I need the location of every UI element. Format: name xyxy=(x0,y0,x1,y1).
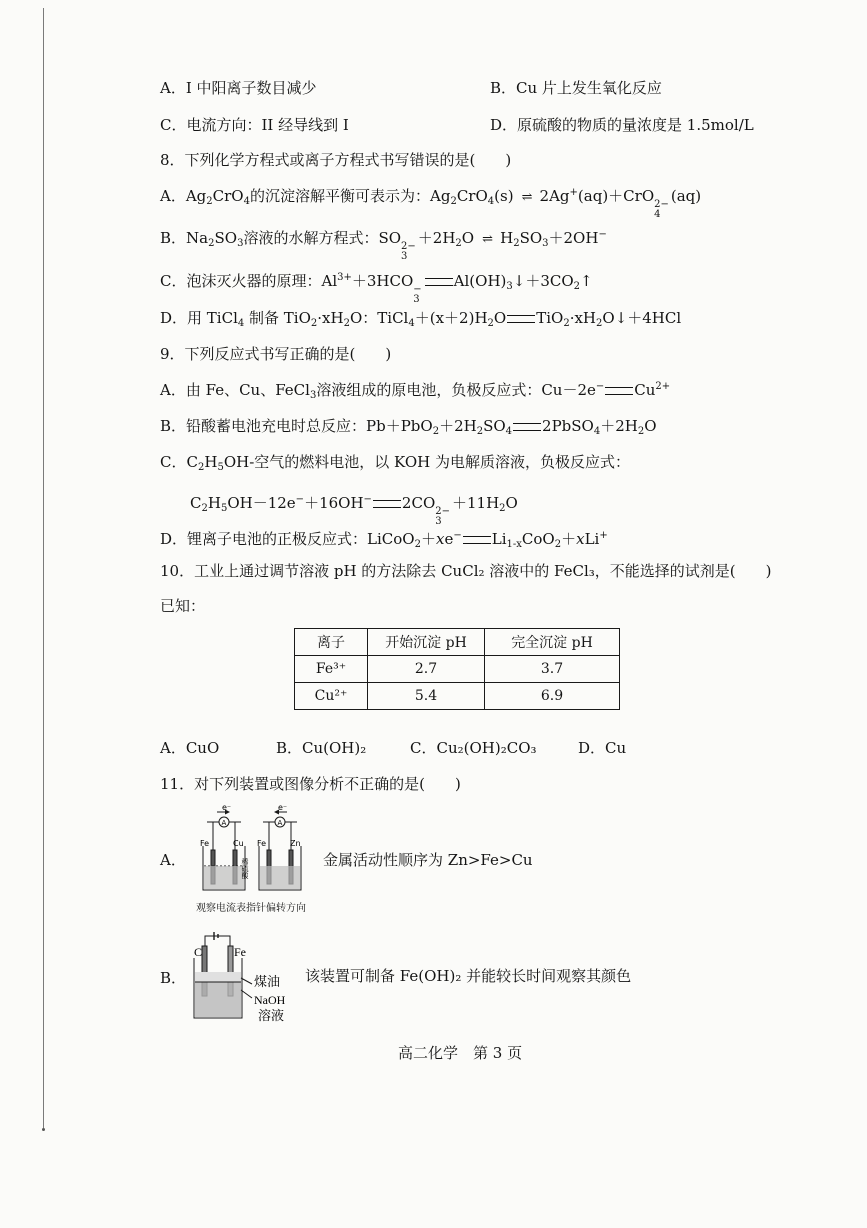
q8-option-d: D．用 TiCl$_4$ 制备 $TiO_2\cdot xH_2O$：$TiCl_4+(x+2)H_2O$ $TiO_2\cdot xH_2O↓+4HCl$ xyxy=(160,309,682,329)
table-cell: 3.7 xyxy=(485,656,620,683)
q9-stem: 9．下列反应式书写正确的是( ) xyxy=(160,345,392,363)
q10-option-c: C．Cu₂(OH)₂CO₃ xyxy=(410,739,537,757)
table-header: 开始沉淀 pH xyxy=(368,629,485,656)
q11-option-b-label: B． xyxy=(160,969,187,987)
electrode-label: Zn xyxy=(290,839,301,848)
q10-stem: 10．工业上通过调节溶液 pH 的方法除去 CuCl₂ 溶液中的 FeCl₃，不能选择的试剂是( ) xyxy=(160,562,772,580)
electrode-label: Cu xyxy=(233,839,244,848)
q8-stem: 8．下列化学方程式或离子方程式书写错误的是( ) xyxy=(160,151,512,169)
q11-option-b-text: 该装置可制备 Fe(OH)₂ 并能较长时间观察其颜色 xyxy=(305,967,632,985)
meter-label: A xyxy=(221,819,227,827)
table-row xyxy=(295,656,620,683)
q7-option-c: C．电流方向：II 经导线到 I xyxy=(160,116,349,134)
q11-stem: 11．对下列装置或图像分析不正确的是( ) xyxy=(160,775,461,793)
q10-option-a: A．CuO xyxy=(160,739,220,757)
q10-known: 已知： xyxy=(160,597,206,615)
q7-option-b: B．Cu 片上发生氧化反应 xyxy=(490,79,662,97)
electrode-label: Fe xyxy=(257,839,267,848)
q9-option-a: A．由 Fe、Cu、FeCl$_3$溶液组成的原电池，负极反应式：Cu－2e− $Cu^{2+}$ xyxy=(160,381,671,401)
table-cell-ion: Cu²⁺ xyxy=(295,683,368,710)
q10-option-d: D．Cu xyxy=(578,739,627,757)
figure-a-caption: 观察电流表指针偏转方向 xyxy=(196,903,306,914)
table-row xyxy=(295,683,620,710)
kerosene-label: 煤油 xyxy=(254,975,281,990)
electrode-label: Fe xyxy=(234,945,246,959)
table-header: 完全沉淀 pH xyxy=(485,629,620,656)
galvanic-cells-figure xyxy=(195,802,313,898)
q8-option-c: C．泡沫灭火器的原理：$Al^{3+}+3HCO$ − 3 $Al(OH)_3↓+3CO_2↑$ xyxy=(160,272,593,305)
page-footer: 高二化学 第 3 页 xyxy=(398,1044,523,1062)
q9-option-c: C．$C_2H_5OH-$空气的燃料电池，以 KOH 为电解质溶液，负极反应式： xyxy=(160,453,630,473)
table-header: 离子 xyxy=(295,629,368,656)
page-margin-line xyxy=(43,8,44,1128)
q8-option-a: A．$Ag_2CrO_4$的沉淀溶解平衡可表示为：$Ag_2CrO_4(s)$ ⇌ 2Ag+(aq)＋CrO 2− 4 (aq) xyxy=(160,187,702,220)
q9-option-b: B．铅酸蓄电池充电时总反应：$Pb+PbO_2+2H_2SO_4$ $2PbSO_4+2H_2O$ xyxy=(160,417,657,437)
solution-label: 溶液 xyxy=(258,1009,285,1024)
table-cell: 6.9 xyxy=(485,683,620,710)
q7-option-d: D．原硫酸的物质的量浓度是 1.5mol/L xyxy=(490,116,754,134)
acid-label: 稀硫酸 xyxy=(241,858,249,879)
electron-label: e⁻ xyxy=(278,803,288,812)
table-cell: 5.4 xyxy=(368,683,485,710)
q10-option-b: B．Cu(OH)₂ xyxy=(276,739,367,757)
table-header-row xyxy=(295,629,620,656)
q7-option-a: A．I 中阳离子数目减少 xyxy=(160,79,317,97)
q11-option-a-text: 金属活动性顺序为 Zn>Fe>Cu xyxy=(323,851,533,869)
table-cell: 2.7 xyxy=(368,656,485,683)
table-cell-ion: Fe³⁺ xyxy=(295,656,368,683)
margin-mark xyxy=(42,1128,45,1131)
naoh-label: NaOH xyxy=(254,993,286,1007)
q8-option-b: B．$Na_2SO_3$溶液的水解方程式：SO 2− 3 $+2H_2O$ ⇌ $H_2SO_3+2OH^-$ xyxy=(160,229,607,262)
fe-oh2-apparatus-figure xyxy=(188,928,298,1024)
electrode-label: C xyxy=(194,945,203,959)
meter-label: A xyxy=(277,819,283,827)
electrode-label: Fe xyxy=(200,839,210,848)
q11-option-a-label: A． xyxy=(160,851,186,869)
q9-option-c-equation: $C_2H_5OH-12e^-+16OH^-$ 2CO 2− 3 $+11H_2O$ xyxy=(190,494,518,527)
q9-option-d: D．锂离子电池的正极反应式：LiCoO$_2$＋xe− $Li_{1-x}CoO_2+xLi^+$ xyxy=(160,530,608,550)
ph-table xyxy=(294,628,620,710)
electron-label: e⁻ xyxy=(222,803,232,812)
